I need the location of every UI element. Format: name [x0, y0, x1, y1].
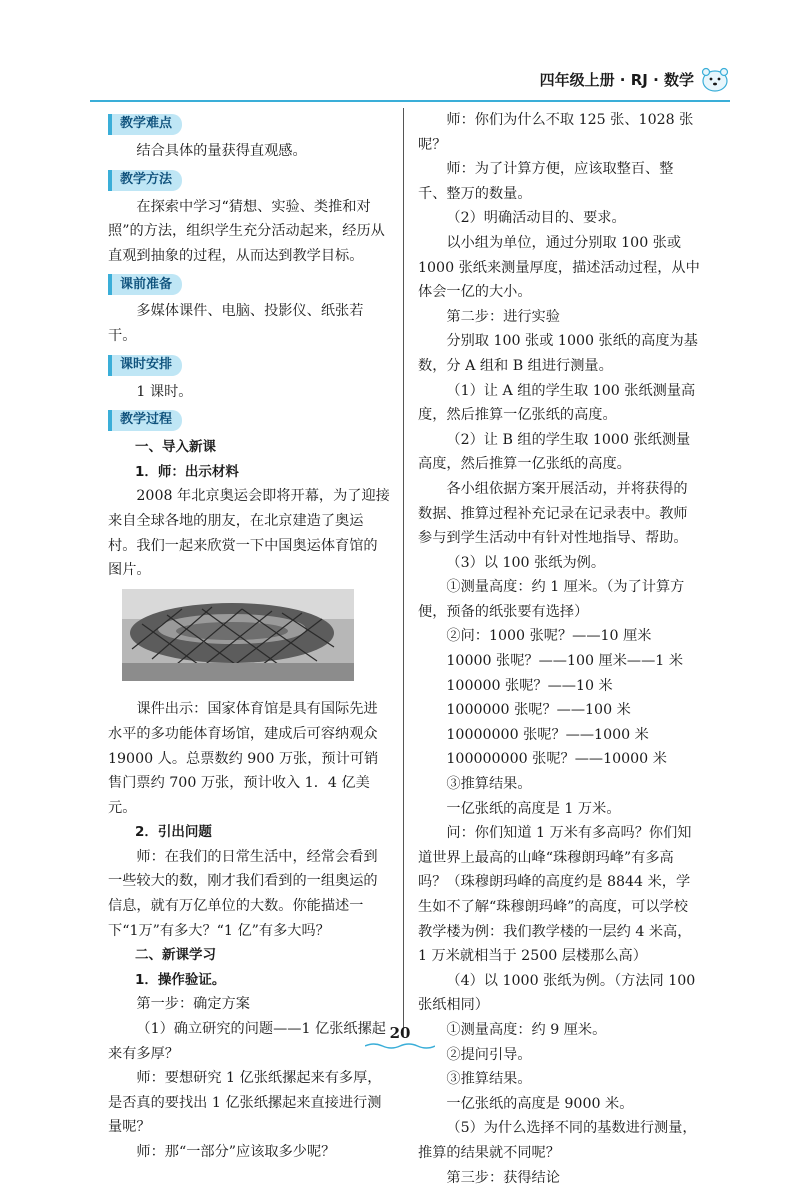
heading-verify: 1．操作验证。 — [135, 971, 226, 988]
difficulty-text: 结合具体的量获得直观感。 — [136, 143, 307, 159]
schedule-text: 1 课时。 — [136, 383, 193, 400]
right-line: ③推算结果。 — [446, 1071, 532, 1088]
section-badge-process: 教学过程 — [108, 410, 182, 431]
right-line: 以小组为单位，通过分别取 100 张或 1000 张纸来测量厚度，描述活动过程，从中体会一亿的大小。 — [418, 234, 700, 301]
right-line: 分别取 100 张或 1000 张纸的高度为基数，分 A 组和 B 组进行测量。 — [418, 333, 698, 374]
right-line: 师：为了计算方便，应该取整百、整千、整万的数量。 — [418, 161, 674, 202]
right-line: 第二步：进行实验 — [446, 308, 560, 325]
section-badge-prep: 课前准备 — [108, 274, 182, 295]
right-line: （5）为什么选择不同的基数进行测量，推算的结果就不同呢？ — [418, 1120, 697, 1161]
right-line: ②问：1000 张呢？——10 厘米 — [446, 628, 652, 645]
right-line: 第三步：获得结论 — [446, 1169, 560, 1186]
left-column — [108, 108, 390, 1165]
page-footer — [0, 1024, 800, 1050]
right-line: ①测量高度：约 9 厘米。 — [446, 1021, 607, 1038]
right-line: （2）明确活动目的、要求。 — [446, 210, 626, 227]
right-line: 100000 张呢？——10 米 — [446, 677, 613, 694]
wave-ornament-icon — [365, 1042, 435, 1050]
section-badge-schedule: 课时安排 — [108, 355, 182, 376]
right-line: 一亿张纸的高度是 1 万米。 — [446, 800, 621, 817]
right-line: （1）让 A 组的学生取 100 张纸测量高度，然后推算一亿张纸的高度。 — [418, 382, 696, 424]
heading-new-lesson: 二、新课学习 — [135, 947, 216, 964]
method-text: 在探索中学习“猜想、实验、类推和对照”的方法，组织学生充分活动起来，经历从直观到抽象的过程，从而达到教学目标。 — [108, 198, 385, 264]
section-badge-method: 教学方法 — [108, 170, 182, 191]
right-line: （2）让 B 组的学生取 1000 张纸测量高度，然后推算一亿张纸的高度。 — [418, 431, 691, 473]
right-line: ③推算结果。 — [446, 776, 532, 793]
paragraph-olympics: 2008 年北京奥运会即将开幕，为了迎接来自全球各地的朋友，在北京建造了奥运村。我们一起来欣赏一下中国奥运体育馆的图片。 — [108, 488, 390, 579]
right-line: 各小组依据方案开展活动，并将获得的数据、推算过程补充记录在记录表中。教师参与到学生活动中有针对性地指导、帮助。 — [418, 480, 688, 547]
right-line: 1000000 张呢？——100 米 — [446, 702, 631, 719]
right-line: （4）以 1000 张纸为例。（方法同 100 张纸相同） — [418, 972, 696, 1014]
right-line: 10000000 张呢？——1000 米 — [446, 726, 649, 743]
book-title: 四年级上册 · RJ · 数学 — [539, 70, 694, 89]
right-line: 师：你们为什么不取 125 张、1028 张呢？ — [418, 112, 694, 153]
heading-show-material: 1．师：出示材料 — [135, 463, 239, 480]
paragraph-large-numbers: 师：在我们的日常生活中，经常会看到一些较大的数，刚才我们看到的一组奥运的信息，就有万亿单位的大数。你能描述一下“1万”有多大？“1 亿”有多大吗？ — [108, 848, 378, 939]
right-line: ①测量高度：约 1 厘米。（为了计算方便，预备的纸张要有选择） — [418, 579, 685, 620]
page-number: 20 — [389, 1024, 411, 1042]
right-line: ②提问引导。 — [446, 1046, 532, 1063]
right-line: 一亿张纸的高度是 9000 米。 — [446, 1095, 634, 1112]
header-rule — [90, 100, 730, 102]
running-header — [540, 64, 730, 94]
paragraph-question-3: 师：那“一部分”应该取多少呢？ — [136, 1144, 336, 1160]
prep-text: 多媒体课件、电脑、投影仪、纸张若干。 — [108, 303, 364, 344]
paragraph-question-2: 师：要想研究 1 亿张纸摞起来有多厚，是否真的要找出 1 亿张纸摞起来直接进行测量呢？ — [108, 1070, 382, 1136]
paragraph-question-1: （1）确立研究的问题——1 亿张纸摞起来有多厚？ — [108, 1021, 386, 1062]
right-line: （3）以 100 张纸为例。 — [446, 554, 606, 571]
column-divider — [403, 108, 404, 1028]
birds-nest-stadium-photo — [122, 589, 354, 681]
right-line: 100000000 张呢？——10000 米 — [446, 751, 667, 768]
paragraph-stadium: 课件出示：国家体育馆是具有国际先进水平的多功能体育场馆，建成后可容纳观众 19000 人。总票数约 900 万张，预计可销售门票约 700 万张，预计收入 1．4 亿美元。 — [108, 701, 379, 816]
step-one: 第一步：确定方案 — [136, 996, 250, 1013]
polar-bear-icon — [700, 66, 730, 92]
right-line: 10000 张呢？——100 厘米——1 米 — [446, 653, 684, 670]
section-badge-difficulty: 教学难点 — [108, 114, 182, 135]
heading-intro: 一、导入新课 — [135, 439, 216, 456]
heading-raise-question: 2．引出问题 — [135, 824, 212, 841]
right-line: 问：你们知道 1 万米有多高吗？你们知道世界上最高的山峰“珠穆朗玛峰”有多高吗？（珠穆朗玛峰的高度约是 8844 米，学生如不了解“珠穆朗玛峰”的高度，可以学校教学楼为例：我们教学楼的一层约 4 米高，1 万米就相当于 2500 层楼那么高） — [418, 825, 692, 965]
